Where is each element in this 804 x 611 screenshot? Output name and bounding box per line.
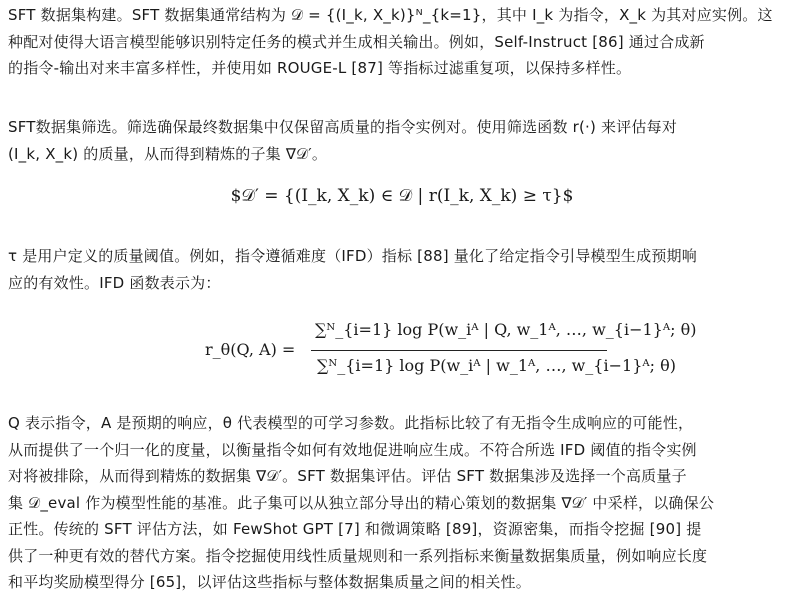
paragraph-sft-construction (8, 2, 798, 82)
text-line: 和平均奖励模型得分 [65]，以评估这些指标与整体数据集质量之间的相关性。 (8, 573, 531, 591)
text-line: τ 是用户定义的质量阈值。例如，指令遵循难度（IFD）指标 [88] 量化了给定指令引导模型生成预期响 (8, 247, 697, 265)
text-line: (I_k, X_k) 的质量，从而得到精炼的子集 ∇𝒟′。 (8, 144, 328, 163)
text-line: 对将被排除，从而得到精炼的数据集 ∇𝒟′。SFT 数据集评估。评估 SFT 数据集涉及选择一个高质量子 (8, 467, 687, 485)
equation-lhs: r_θ(Q, A) = (205, 340, 296, 359)
text-line: 应的有效性。IFD 函数表示为： (8, 273, 221, 292)
equation-numerator: ∑ᴺ_{i=1} log P(w_iᴬ | Q, w_1ᴬ, …, w_{i−1}ᴬ; θ) (315, 320, 697, 339)
fraction-bar (311, 350, 607, 351)
text-line: Q 表示指令，A 是预期的响应，θ 代表模型的可学习参数。此指标比较了有无指令生成响应的可能性， (8, 414, 694, 432)
paragraph-sft-filtering (8, 114, 798, 167)
text-line: 种配对使得大语言模型能够识别特定任务的模式并生成相关输出。例如，Self-Instruct [86] 通过合成新 (8, 32, 705, 51)
text-line: 集 𝒟_eval 作为模型性能的基准。此子集可以从独立部分导出的精心策划的数据集 ∇𝒟′ 中采样，以确保公 (8, 493, 715, 512)
paragraph-ifd-metric (8, 243, 798, 296)
text-line: 正性。传统的 SFT 评估方法，如 FewShot GPT [7] 和微调策略 [89]，资源密集，而指令挖掘 [90] 提 (8, 520, 702, 538)
equation-denominator: ∑ᴺ_{i=1} log P(w_iᴬ | w_1ᴬ, …, w_{i−1}ᴬ; θ) (317, 356, 676, 375)
equation-filtered-subset: $𝒟′ = {(I_k, X_k) ∈ 𝒟 | r(I_k, X_k) ≥ τ}$ (230, 186, 574, 206)
equation-ifd-function (205, 318, 697, 388)
text-line: SFT数据集筛选。筛选确保最终数据集中仅保留高质量的指令实例对。使用筛选函数 r(·) 来评估每对 (8, 118, 678, 136)
text-line: 供了一种更有效的替代方案。指令挖掘使用线性质量规则和一系列指标来衡量数据集质量，例如响应长度 (8, 546, 708, 565)
text-line: 的指令-输出对来丰富多样性，并使用如 ROUGE-L [87] 等指标过滤重复项，以保持多样性。 (8, 59, 632, 77)
paragraph-sft-evaluation (8, 410, 798, 596)
text-line: SFT 数据集构建。SFT 数据集通常结构为 𝒟 = {(I_k, X_k)}ᴺ_{k=1}，其中 I_k 为指令，X_k 为其对应实例。这 (8, 6, 773, 24)
text-line: 从而提供了一个归一化的度量，以衡量指令如何有效地促进响应生成。不符合所选 IFD 阈值的指令实例 (8, 440, 697, 459)
